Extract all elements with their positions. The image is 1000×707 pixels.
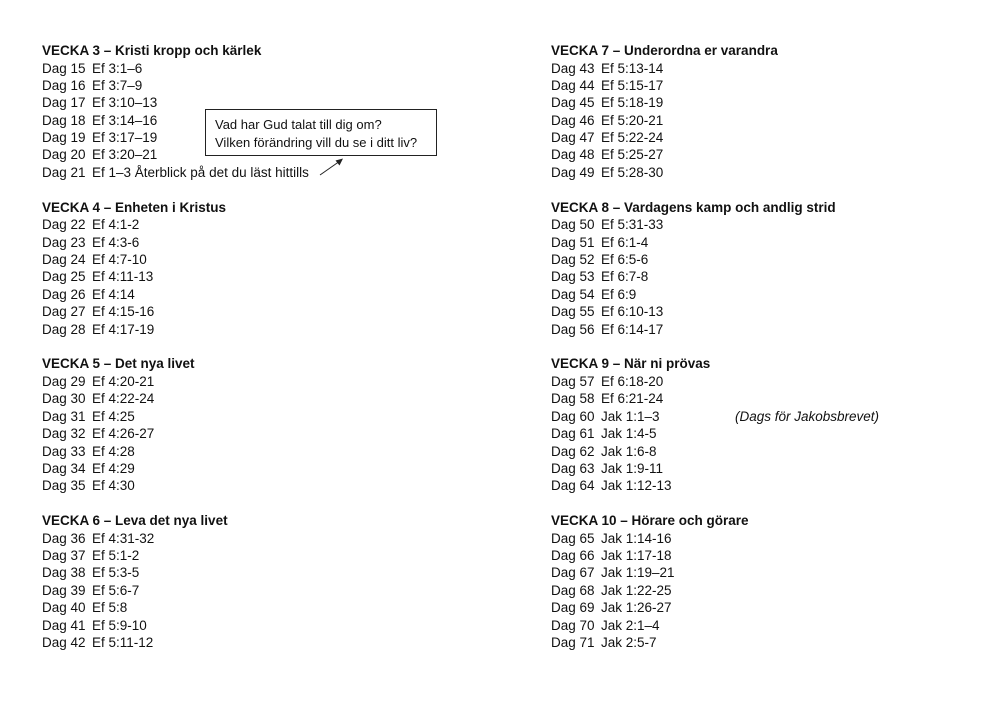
week-title: VECKA 3 – Kristi kropp och kärlek xyxy=(42,43,262,58)
reading-day-row xyxy=(551,216,971,233)
reading-day-row xyxy=(42,599,502,616)
day-label: Dag 30 xyxy=(42,391,86,407)
scripture-reference: Ef 1–3 Återblick på det du läst hittills xyxy=(92,164,309,180)
day-label: Dag 63 xyxy=(551,460,595,476)
reading-day-row xyxy=(551,390,971,407)
week-title: VECKA 4 – Enheten i Kristus xyxy=(42,199,227,215)
reading-day-row xyxy=(551,425,971,442)
reading-day-row xyxy=(42,547,502,564)
scripture-reference: Ef 5:6-7 xyxy=(92,582,140,598)
scripture-reference: Ef 3:1–6 xyxy=(92,60,143,76)
reading-day-row xyxy=(551,443,971,460)
callout-line-2: Vilken förändring vill du se i ditt liv? xyxy=(215,135,418,150)
scripture-reference: Ef 6:10-13 xyxy=(601,304,664,320)
week-title: VECKA 10 – Hörare och görare xyxy=(551,513,749,529)
day-label: Dag 39 xyxy=(42,582,86,598)
day-label: Dag 54 xyxy=(551,286,595,302)
reading-day-row xyxy=(42,268,502,285)
day-label: Dag 16 xyxy=(42,77,86,93)
day-label: Dag 71 xyxy=(551,635,595,651)
scripture-reference: Ef 4:22-24 xyxy=(92,391,155,407)
reading-day-row xyxy=(551,599,971,616)
reading-day-row xyxy=(551,408,971,425)
reading-day-row xyxy=(42,390,502,407)
scripture-reference: Ef 5:13-14 xyxy=(601,60,664,76)
scripture-reference: Ef 4:15-16 xyxy=(92,304,155,320)
reading-day-row xyxy=(42,617,502,634)
reading-day-row xyxy=(42,634,502,651)
day-label: Dag 38 xyxy=(42,565,86,581)
day-label: Dag 19 xyxy=(42,130,86,146)
scripture-reference: Ef 6:18-20 xyxy=(601,373,664,389)
day-label: Dag 22 xyxy=(42,217,86,233)
scripture-reference: Ef 5:1-2 xyxy=(92,548,140,564)
day-label: Dag 43 xyxy=(551,60,595,76)
week-title: VECKA 9 – När ni prövas xyxy=(551,356,711,372)
scripture-reference: Ef 4:30 xyxy=(92,478,135,494)
day-label: Dag 68 xyxy=(551,582,595,598)
day-label: Dag 25 xyxy=(42,269,86,285)
scripture-reference: Jak 2:5-7 xyxy=(601,635,657,651)
scripture-reference: Ef 5:22-24 xyxy=(601,130,664,146)
reading-day-row xyxy=(551,477,971,494)
day-label: Dag 69 xyxy=(551,600,595,616)
reading-day-row xyxy=(551,582,971,599)
scripture-reference: Ef 3:17–19 xyxy=(92,130,158,146)
scripture-reference: Ef 5:11-12 xyxy=(92,635,154,651)
week-section xyxy=(551,512,971,651)
scripture-reference: Jak 1:12-13 xyxy=(601,478,672,494)
scripture-reference: Jak 1:6-8 xyxy=(601,443,657,459)
scripture-reference: Ef 5:3-5 xyxy=(92,565,140,581)
reading-day-row xyxy=(42,460,502,477)
day-label: Dag 70 xyxy=(551,617,595,633)
day-label: Dag 66 xyxy=(551,548,595,564)
week-section xyxy=(42,355,502,494)
week-section xyxy=(551,355,971,494)
reading-day-row xyxy=(551,94,971,111)
reading-day-row xyxy=(551,60,971,77)
day-label: Dag 64 xyxy=(551,478,595,494)
reading-day-row xyxy=(551,634,971,651)
day-label: Dag 53 xyxy=(551,269,595,285)
scripture-reference: Ef 5:31-33 xyxy=(601,217,664,233)
scripture-reference: Jak 1:9-11 xyxy=(601,460,664,476)
day-label: Dag 45 xyxy=(551,95,595,111)
reading-day-row xyxy=(551,547,971,564)
day-label: Dag 23 xyxy=(42,234,86,250)
scripture-reference: Ef 3:10–13 xyxy=(92,95,158,111)
day-label: Dag 44 xyxy=(551,77,595,93)
scripture-reference: Jak 1:26-27 xyxy=(601,600,672,616)
reading-day-row xyxy=(42,286,502,303)
scripture-reference: Ef 4:25 xyxy=(92,408,135,424)
scripture-reference: Jak 1:17-18 xyxy=(601,548,672,564)
scripture-reference: Ef 4:17-19 xyxy=(92,321,155,337)
scripture-reference: Jak 2:1–4 xyxy=(601,617,660,633)
reading-day-row xyxy=(551,617,971,634)
day-label: Dag 56 xyxy=(551,321,595,337)
reading-day-row xyxy=(42,408,502,425)
scripture-reference: Ef 6:7-8 xyxy=(601,269,649,285)
day-label: Dag 36 xyxy=(42,530,86,546)
day-label: Dag 18 xyxy=(42,112,86,128)
day-label: Dag 17 xyxy=(42,95,86,111)
scripture-reference: Ef 6:5-6 xyxy=(601,252,649,268)
week-section xyxy=(551,42,971,181)
day-label: Dag 58 xyxy=(551,391,595,407)
reading-note: (Dags för Jakobsbrevet) xyxy=(735,408,880,424)
scripture-reference: Ef 6:21-24 xyxy=(601,391,664,407)
week-title: VECKA 7 – Underordna er varandra xyxy=(551,43,778,58)
day-label: Dag 29 xyxy=(42,373,86,389)
day-label: Dag 21 xyxy=(42,164,86,180)
scripture-reference: Jak 1:22-25 xyxy=(601,582,672,598)
scripture-reference: Jak 1:14-16 xyxy=(601,530,672,546)
reading-day-row xyxy=(42,477,502,494)
scripture-reference: Ef 6:9 xyxy=(601,286,637,302)
scripture-reference: Ef 4:1-2 xyxy=(92,217,140,233)
day-label: Dag 67 xyxy=(551,565,595,581)
day-label: Dag 42 xyxy=(42,635,86,651)
scripture-reference: Ef 5:15-17 xyxy=(601,77,664,93)
reading-day-row xyxy=(42,321,502,338)
scripture-reference: Ef 4:3-6 xyxy=(92,234,140,250)
scripture-reference: Ef 3:14–16 xyxy=(92,112,158,128)
day-label: Dag 61 xyxy=(551,426,595,442)
reading-day-row xyxy=(42,251,502,268)
day-label: Dag 40 xyxy=(42,600,86,616)
scripture-reference: Ef 5:18-19 xyxy=(601,95,664,111)
week-section xyxy=(42,199,502,338)
scripture-reference: Ef 5:28-30 xyxy=(601,164,664,180)
day-label: Dag 46 xyxy=(551,112,595,128)
scripture-reference: Ef 4:28 xyxy=(92,443,135,459)
day-label: Dag 33 xyxy=(42,443,86,459)
reading-day-row xyxy=(42,582,502,599)
reading-day-row xyxy=(42,443,502,460)
reading-day-row xyxy=(42,373,502,390)
reading-day-row xyxy=(551,129,971,146)
scripture-reference: Ef 5:8 xyxy=(92,600,128,616)
scripture-reference: Ef 5:9-10 xyxy=(92,617,147,633)
reading-day-row xyxy=(551,77,971,94)
scripture-reference: Ef 4:7-10 xyxy=(92,252,147,268)
day-label: Dag 32 xyxy=(42,426,86,442)
scripture-reference: Ef 4:31-32 xyxy=(92,530,155,546)
scripture-reference: Ef 4:26-27 xyxy=(92,426,155,442)
day-label: Dag 26 xyxy=(42,286,86,302)
day-label: Dag 41 xyxy=(42,617,86,633)
reading-day-row xyxy=(551,251,971,268)
scripture-reference: Ef 4:29 xyxy=(92,460,135,476)
callout-line-1: Vad har Gud talat till dig om? xyxy=(215,117,382,132)
day-label: Dag 65 xyxy=(551,530,595,546)
day-label: Dag 37 xyxy=(42,548,86,564)
reading-day-row xyxy=(42,564,502,581)
day-label: Dag 28 xyxy=(42,321,86,337)
day-label: Dag 60 xyxy=(551,408,595,424)
reading-day-row xyxy=(551,234,971,251)
reading-day-row xyxy=(42,234,502,251)
scripture-reference: Ef 4:20-21 xyxy=(92,373,155,389)
reading-day-row xyxy=(42,216,502,233)
week-section xyxy=(551,199,971,338)
reading-day-row xyxy=(42,530,502,547)
week-title: VECKA 6 – Leva det nya livet xyxy=(42,513,228,529)
scripture-reference: Jak 1:4-5 xyxy=(601,426,657,442)
reading-day-row xyxy=(42,303,502,320)
day-label: Dag 62 xyxy=(551,443,595,459)
week-title: VECKA 5 – Det nya livet xyxy=(42,356,195,372)
reading-day-row xyxy=(551,564,971,581)
day-label: Dag 35 xyxy=(42,478,86,494)
reflection-callout-box xyxy=(205,109,437,156)
reading-day-row xyxy=(42,60,502,77)
reading-day-row xyxy=(551,460,971,477)
scripture-reference: Ef 4:11-13 xyxy=(92,269,154,285)
reading-day-row xyxy=(551,373,971,390)
reading-day-row xyxy=(551,268,971,285)
day-label: Dag 20 xyxy=(42,147,86,163)
day-label: Dag 31 xyxy=(42,408,86,424)
week-section xyxy=(42,512,502,651)
day-label: Dag 51 xyxy=(551,234,595,250)
day-label: Dag 49 xyxy=(551,164,595,180)
reading-day-row xyxy=(42,164,502,181)
scripture-reference: Ef 5:25-27 xyxy=(601,147,664,163)
reading-day-row xyxy=(42,425,502,442)
scripture-reference: Jak 1:1–3 xyxy=(601,408,660,424)
day-label: Dag 52 xyxy=(551,252,595,268)
day-label: Dag 27 xyxy=(42,304,86,320)
reading-day-row xyxy=(551,146,971,163)
scripture-reference: Ef 5:20-21 xyxy=(601,112,664,128)
day-label: Dag 55 xyxy=(551,304,595,320)
reading-day-row xyxy=(551,303,971,320)
week-title: VECKA 8 – Vardagens kamp och andlig strid xyxy=(551,199,836,215)
reading-day-row xyxy=(551,286,971,303)
day-label: Dag 24 xyxy=(42,252,86,268)
reading-day-row xyxy=(42,77,502,94)
scripture-reference: Ef 6:1-4 xyxy=(601,234,649,250)
scripture-reference: Ef 4:14 xyxy=(92,286,135,302)
scripture-reference: Ef 3:20–21 xyxy=(92,147,158,163)
day-label: Dag 47 xyxy=(551,130,595,146)
reading-day-row xyxy=(551,112,971,129)
day-label: Dag 57 xyxy=(551,373,595,389)
reading-day-row xyxy=(551,530,971,547)
day-label: Dag 15 xyxy=(42,60,86,76)
reading-day-row xyxy=(551,321,971,338)
day-label: Dag 34 xyxy=(42,460,86,476)
right-column xyxy=(551,42,971,669)
callout-arrow-icon xyxy=(318,155,348,179)
scripture-reference: Ef 6:14-17 xyxy=(601,321,664,337)
scripture-reference: Jak 1:19–21 xyxy=(601,565,675,581)
scripture-reference: Ef 3:7–9 xyxy=(92,77,143,93)
day-label: Dag 48 xyxy=(551,147,595,163)
day-label: Dag 50 xyxy=(551,217,595,233)
reading-day-row xyxy=(551,164,971,181)
